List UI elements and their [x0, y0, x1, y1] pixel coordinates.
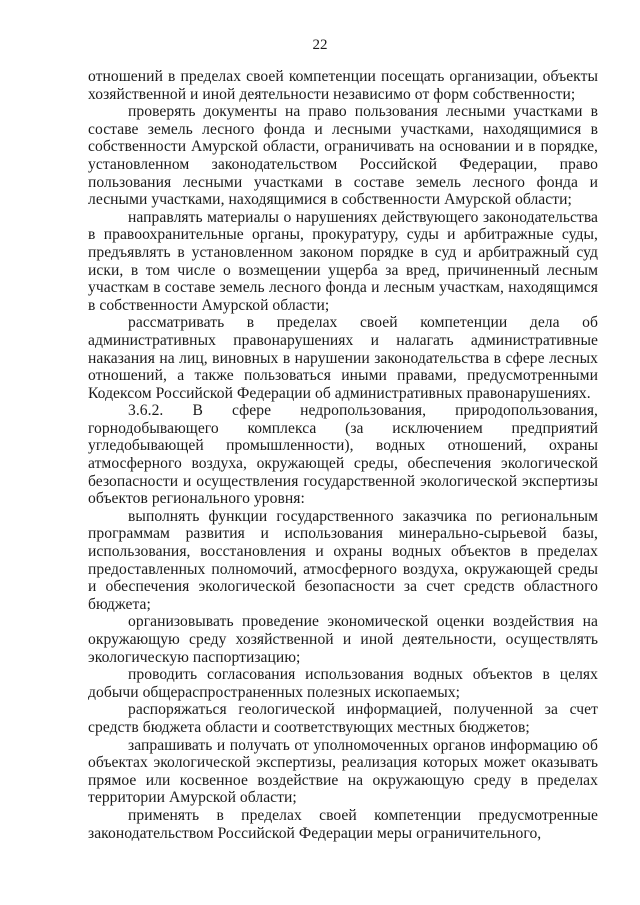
paragraph-administrative-offenses: рассматривать в пределах своей компетенции дела об административных правонарушениях и налагать административные наказания на лиц, виновных в нарушении законодательства в сфере лесных отношений, а также пользоваться иными правами, предусмотренными Кодексом Российской Федерации об административных правонарушениях.	[88, 314, 598, 402]
paragraph-apply-measures: применять в пределах своей компетенции предусмотренные законодательством Российской Федерации меры ограничительного,	[88, 806, 598, 842]
paragraph-continuation: отношений в пределах своей компетенции посещать организации, объекты хозяйственной и иной деятельности независимо от форм собственности;	[88, 68, 598, 103]
document-body	[88, 68, 598, 842]
page-number: 22	[312, 37, 328, 53]
section-heading-3-6-2: 3.6.2. В сфере недропользования, природопользования, горнодобывающего комплекса (за исключением предприятий угледобывающей промышленности), водных отношений, охраны атмосферного воздуха, окружающей среды, обеспечения экологической безопасности и осуществления государственной экологической экспертизы объектов регионального уровня:	[88, 402, 598, 508]
paragraph-water-approvals: проводить согласования использования водных объектов в целях добычи общераспространенных полезных ископаемых;	[88, 666, 598, 701]
paragraph-request-information: запрашивать и получать от уполномоченных органов информацию об объектах экологической экспертизы, реализация которых может оказывать прямое или косвенное воздействие на окружающую среду в пределах территории Амурской области;	[88, 736, 598, 807]
paragraph-send-materials: направлять материалы о нарушениях действующего законодательства в правоохранительные органы, прокуратуру, суды и арбитражные суды, предъявлять в установленном законом порядке в суд и арбитражный суд иски, в том числе о возмещении ущерба за вред, причиненный лесным участкам в составе земель лесного фонда и лесным участкам, находящимся в собственности Амурской области;	[88, 208, 598, 314]
paragraph-check-documents: проверять документы на право пользования лесными участками в составе земель лесного фонда и лесными участками, находящимися в собственности Амурской области, ограничивать на основании и в порядке, установленном законодательством Российской Федерации, право пользования лесными участками в составе земель лесного фонда и лесными участками, находящимися в собственности Амурской области;	[88, 103, 598, 209]
paragraph-state-customer: выполнять функции государственного заказчика по региональным программам развития и использования минерально-сырьевой базы, использования, восстановления и охраны водных объектов в пределах предоставленных полномочий, атмосферного воздуха, окружающей среды и обеспечения экологической безопасности за счет средств областного бюджета;	[88, 507, 598, 613]
paragraph-geological-information: распоряжаться геологической информацией, полученной за счет средств бюджета области и соответствующих местных бюджетов;	[88, 701, 598, 736]
paragraph-economic-assessment: организовывать проведение экономической оценки воздействия на окружающую среду хозяйственной и иной деятельности, осуществлять экологическую паспортизацию;	[88, 613, 598, 666]
